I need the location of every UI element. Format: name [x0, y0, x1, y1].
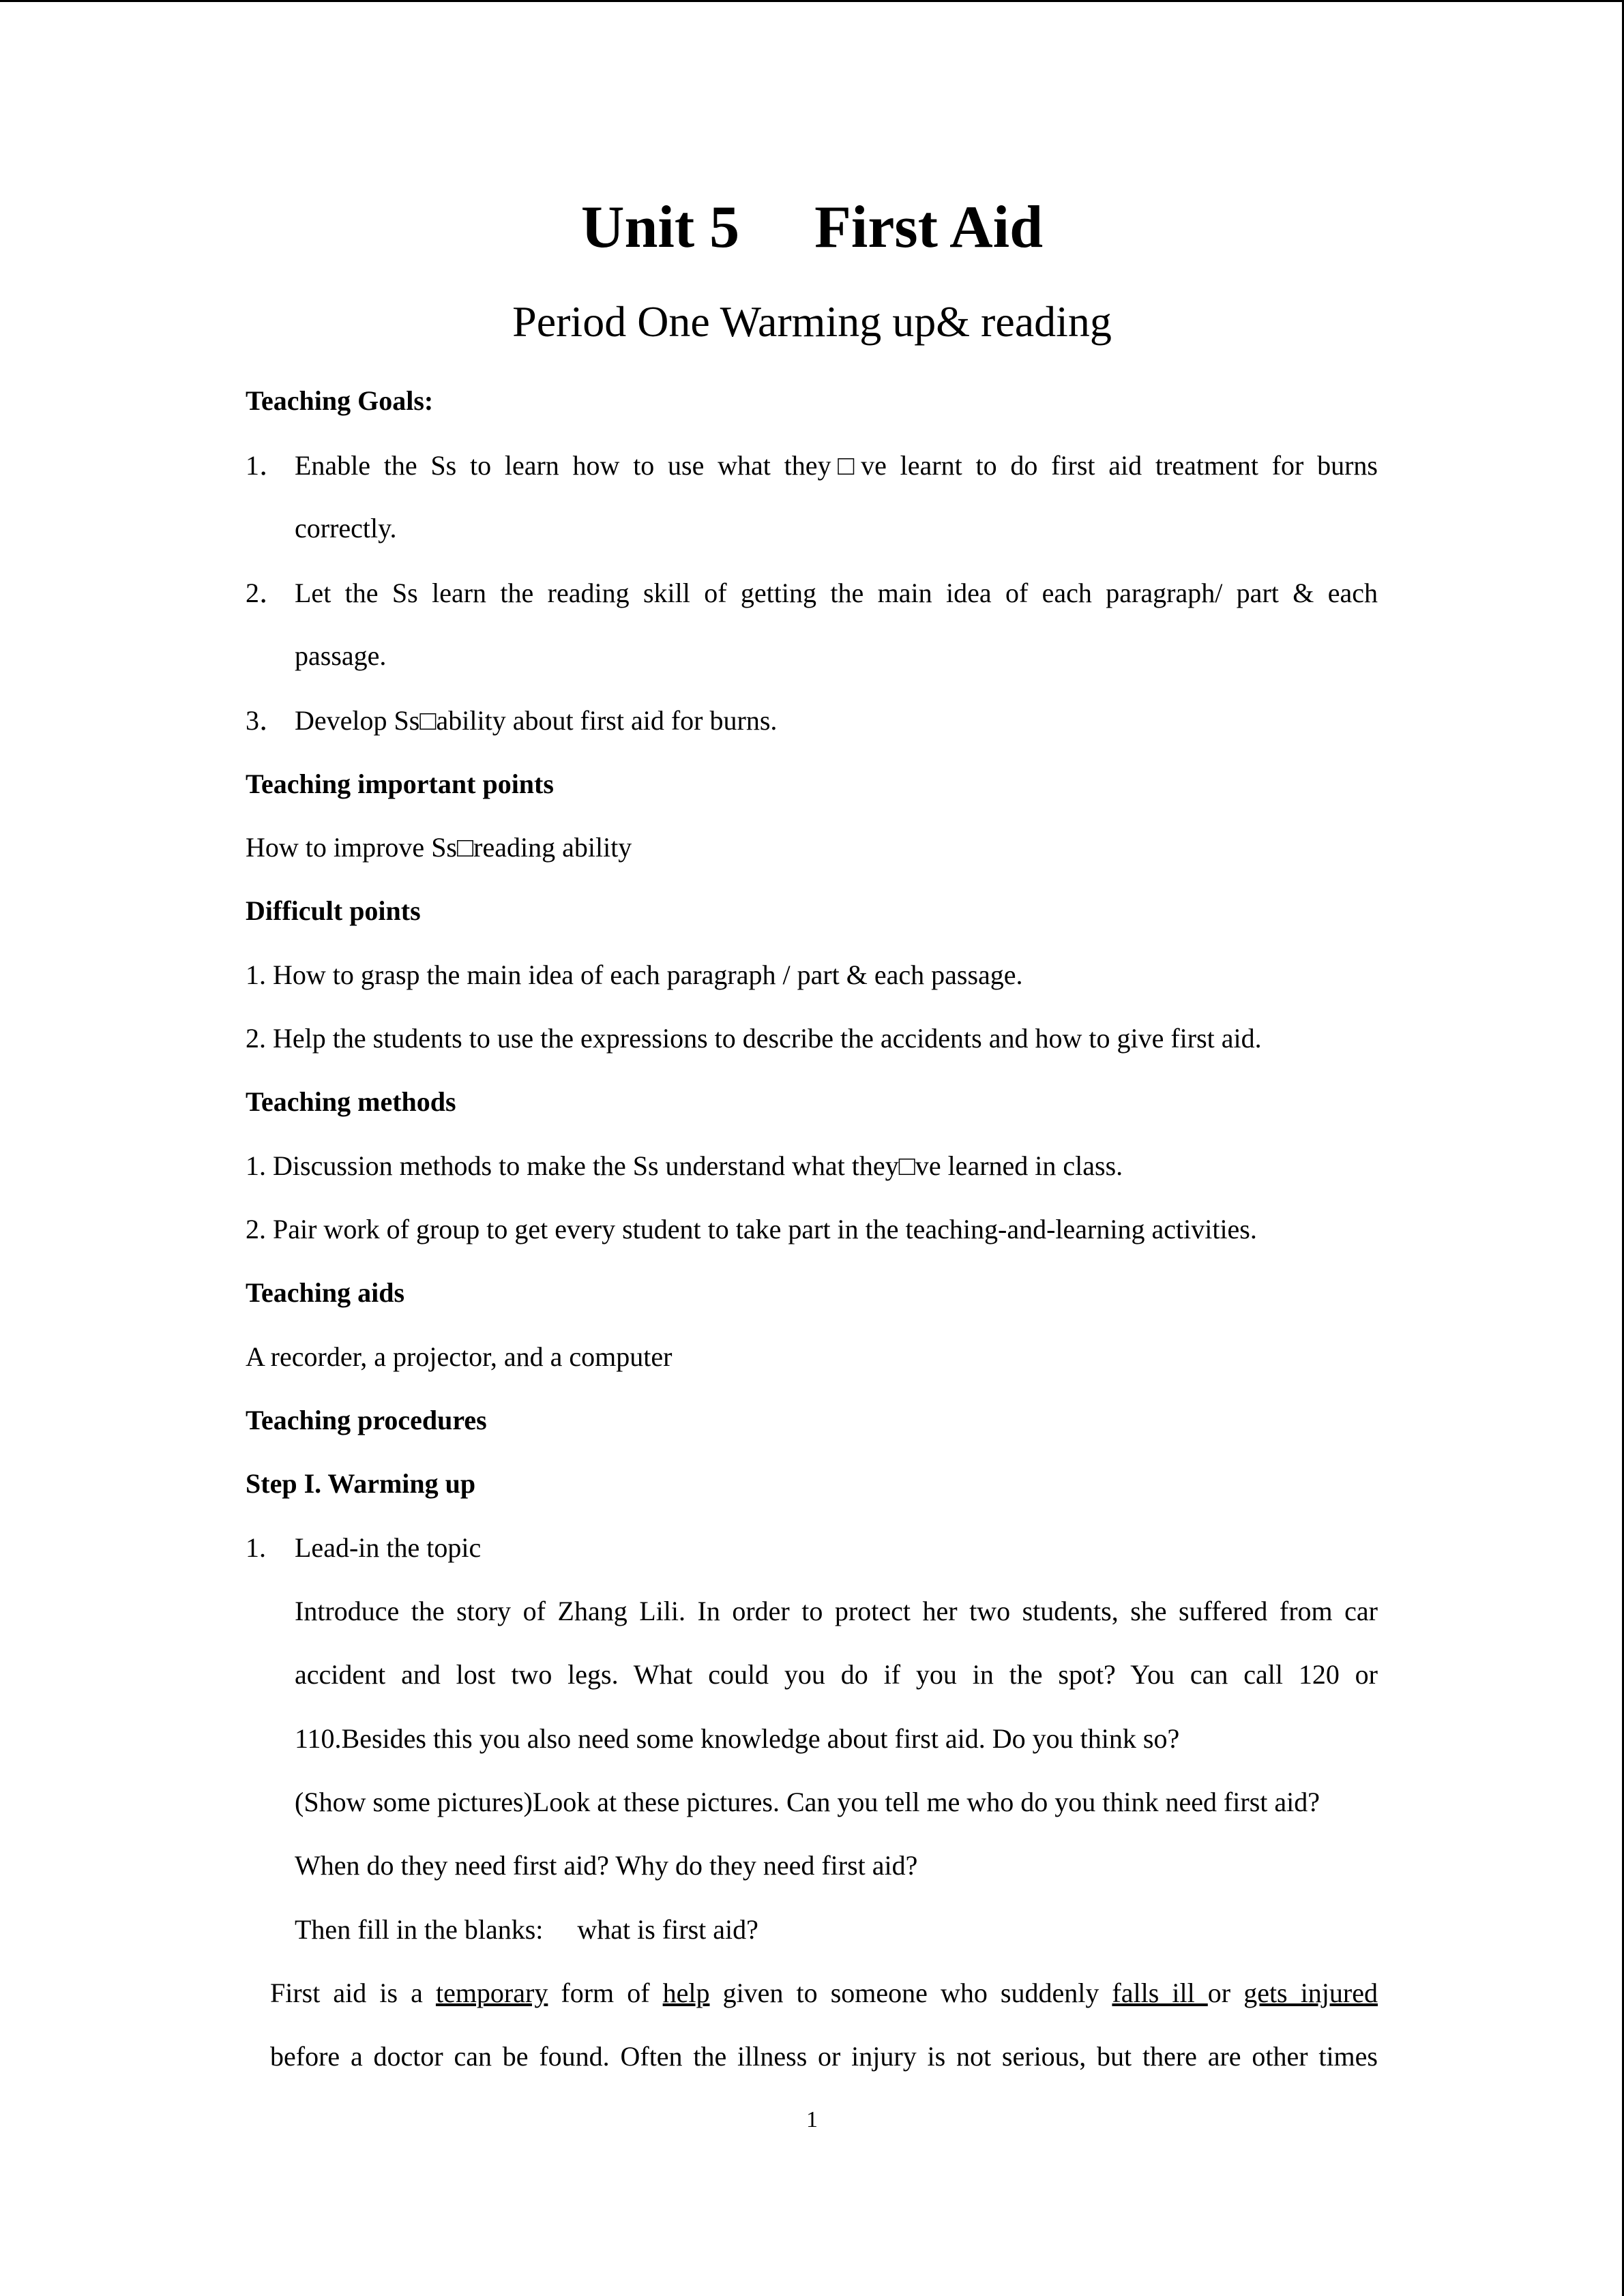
goal-2-line-2: passage. [295, 640, 387, 671]
difficult-point-2: 2. Help the students to use the expressions to describe the accidents and how to give first aid. [246, 1023, 1262, 1054]
definition-text-3: given to someone who suddenly [709, 1978, 1112, 2008]
goal-3-number: 3． [246, 705, 286, 736]
teaching-goals-heading: Teaching Goals: [246, 385, 434, 416]
difficult-points-heading: Difficult points [246, 895, 421, 926]
teaching-aids-text: A recorder, a projector, and a computer [246, 1341, 673, 1372]
lead-in-number: 1. [246, 1532, 266, 1563]
goal-2-line-1: Let the Ss learn the reading skill of getting the main idea of each paragraph/ part & each [295, 578, 1378, 608]
goal-3-line-1: Develop Ss□ability about first aid for burns. [295, 705, 778, 736]
teaching-procedures-heading: Teaching procedures [246, 1405, 487, 1435]
teaching-method-1: 1. Discussion methods to make the Ss understand what they□ve learned in class. [246, 1150, 1123, 1181]
important-points-text: How to improve Ss□reading ability [246, 832, 632, 863]
intro-line-5: When do they need first aid? Why do they need first aid? [295, 1850, 918, 1881]
goal-1-line-1: Enable the Ss to learn how to use what they□ve learnt to do first aid treatment for burns [295, 450, 1378, 481]
goal-1-line-2: correctly. [295, 513, 397, 543]
first-aid-definition-line-2: before a doctor can be found. Often the illness or injury is not serious, but there are other times [270, 2041, 1378, 2072]
intro-line-3: 110.Besides this you also need some knowledge about first aid. Do you think so? [295, 1723, 1180, 1754]
definition-text-1: First aid is a [270, 1978, 436, 2008]
page-subtitle: Period One Warming up& reading [512, 297, 1112, 346]
blank-falls-ill: falls ill [1112, 1978, 1208, 2008]
goal-1-number: 1． [246, 450, 286, 481]
intro-line-1: Introduce the story of Zhang Lili. In order to protect her two students, she suffered from car [295, 1596, 1378, 1626]
difficult-point-1: 1. How to grasp the main idea of each paragraph / part & each passage. [246, 959, 1023, 990]
page-title: Unit 5 First Aid [580, 194, 1044, 260]
lead-in-label: Lead-in the topic [295, 1532, 482, 1563]
intro-line-4: (Show some pictures)Look at these pictures. Can you tell me who do you think need first aid? [295, 1787, 1320, 1817]
goal-2-number: 2． [246, 578, 286, 608]
step-1-heading: Step I. Warming up [246, 1468, 476, 1499]
important-points-heading: Teaching important points [246, 769, 554, 799]
definition-text-4: or [1207, 1978, 1244, 2008]
teaching-aids-heading: Teaching aids [246, 1277, 405, 1308]
teaching-methods-heading: Teaching methods [246, 1086, 456, 1117]
blank-gets-injured: gets injured [1243, 1978, 1378, 2008]
intro-line-6: Then fill in the blanks: what is first aid? [295, 1914, 758, 1945]
first-aid-definition-line-1 [270, 1980, 1378, 2007]
teaching-method-2: 2. Pair work of group to get every student to take part in the teaching-and-learning activities. [246, 1214, 1257, 1244]
intro-line-2: accident and lost two legs. What could you do if you in the spot? You can call 120 or [295, 1659, 1378, 1690]
page-number: 1 [806, 2107, 818, 2132]
blank-help: help [662, 1978, 710, 2008]
definition-text-2: form of [548, 1978, 663, 2008]
blank-temporary: temporary [435, 1978, 548, 2008]
